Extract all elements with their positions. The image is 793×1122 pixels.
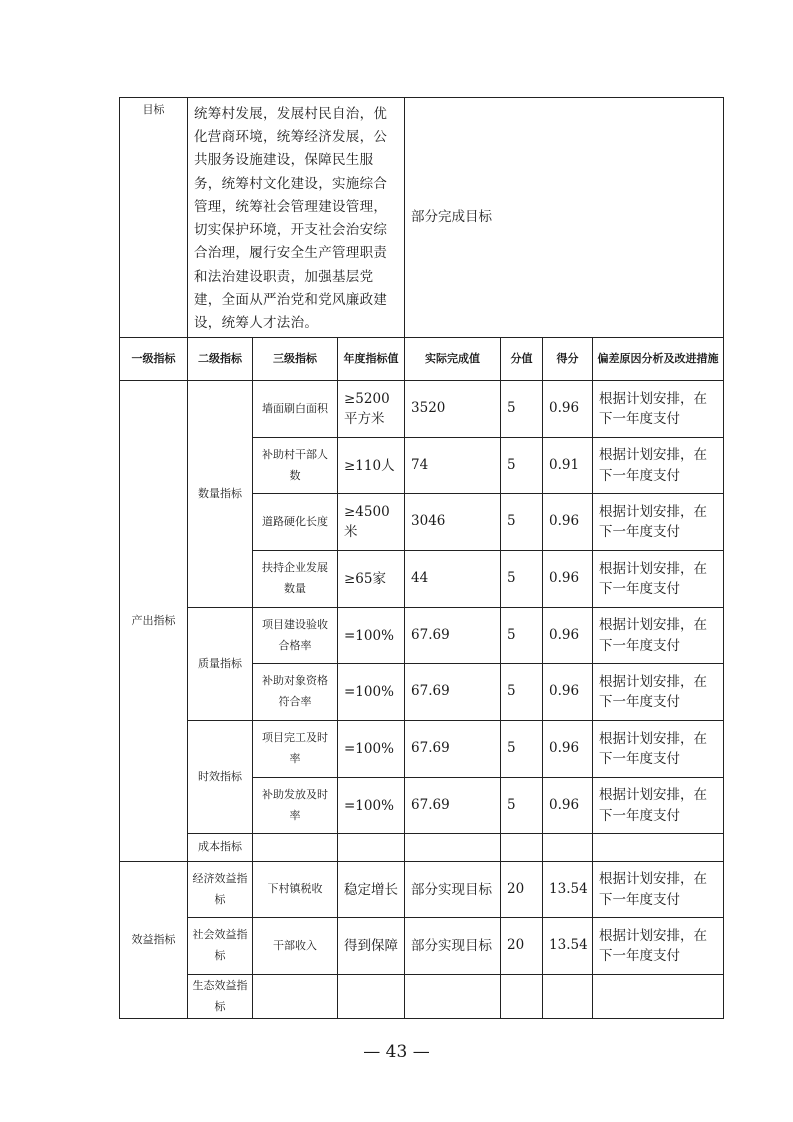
target-value: =100% [338,608,405,664]
weight-value: 5 [501,438,543,494]
weight-value: 5 [501,778,543,834]
group-timeliness: 时效指标 [188,721,253,834]
page-number: — 43 — [363,1042,430,1062]
empty-cell [405,834,501,862]
score-value: 0.96 [543,551,593,608]
score-value: 0.96 [543,608,593,664]
empty-cell [253,834,338,862]
analysis-text: 根据计划安排，在下一年度支付 [593,608,724,664]
weight-value: 5 [501,381,543,438]
indicator-name: 项目完工及时率 [253,721,338,778]
weight-value: 5 [501,494,543,551]
weight-value: 20 [501,862,543,918]
actual-value: 部分实现目标 [405,862,501,918]
weight-value: 5 [501,551,543,608]
table-row [120,918,724,975]
goal-label: 目标 [120,98,188,338]
score-value: 0.96 [543,494,593,551]
target-value: 得到保障 [338,918,405,975]
weight-value: 20 [501,918,543,975]
empty-cell [501,975,543,1019]
empty-cell [543,834,593,862]
header-target: 年度指标值 [338,338,405,381]
target-value: =100% [338,664,405,721]
analysis-text: 根据计划安排，在下一年度支付 [593,494,724,551]
group-cost: 成本指标 [188,834,253,862]
performance-table [119,97,724,1019]
indicator-name: 补助发放及时率 [253,778,338,834]
empty-cell [501,834,543,862]
goal-row [120,98,724,338]
target-value: ≥65家 [338,551,405,608]
indicator-name: 扶持企业发展数量 [253,551,338,608]
header-weight: 分值 [501,338,543,381]
actual-value: 67.69 [405,664,501,721]
weight-value: 5 [501,608,543,664]
empty-cell [253,975,338,1019]
empty-cell [543,975,593,1019]
actual-value: 3046 [405,494,501,551]
group-quality: 质量指标 [188,608,253,721]
empty-cell [593,834,724,862]
table-row [120,608,724,664]
indicator-name: 干部收入 [253,918,338,975]
header-analysis: 偏差原因分析及改进措施 [593,338,724,381]
actual-value: 部分实现目标 [405,918,501,975]
table-row [120,834,724,862]
header-row [120,338,724,381]
table-row [120,862,724,918]
target-value: ≥4500米 [338,494,405,551]
target-value: ≥110人 [338,438,405,494]
score-value: 0.91 [543,438,593,494]
table-row [120,975,724,1019]
group-output: 产出指标 [120,381,188,862]
actual-value: 67.69 [405,778,501,834]
target-value: 稳定增长 [338,862,405,918]
empty-cell [405,975,501,1019]
score-value: 0.96 [543,381,593,438]
analysis-text: 根据计划安排，在下一年度支付 [593,778,724,834]
target-value: ≥5200平方米 [338,381,405,438]
header-level2: 二级指标 [188,338,253,381]
group-quantity: 数量指标 [188,381,253,608]
header-score: 得分 [543,338,593,381]
actual-value: 67.69 [405,608,501,664]
indicator-name: 墙面刷白面积 [253,381,338,438]
indicator-name: 补助村干部人数 [253,438,338,494]
target-value: =100% [338,778,405,834]
weight-value: 5 [501,664,543,721]
group-benefit: 效益指标 [120,862,188,1019]
indicator-name: 项目建设验收合格率 [253,608,338,664]
goal-text: 统筹村发展，发展村民自治，优化营商环境，统筹经济发展，公共服务设施建设，保障民生服务，统筹村文化建设，实施综合管理，统筹社会管理建设管理，切实保护环境，开支社会治安综合治理，履行安全生产管理职责和法治建设职责，加强基层党建，全面从严治党和党风廉政建设，统筹人才法治。 [188,98,405,338]
analysis-text: 根据计划安排，在下一年度支付 [593,862,724,918]
analysis-text: 根据计划安排，在下一年度支付 [593,664,724,721]
actual-value: 3520 [405,381,501,438]
empty-cell [338,975,405,1019]
group-ecological: 生态效益指标 [188,975,253,1019]
empty-cell [338,834,405,862]
score-value: 0.96 [543,721,593,778]
score-value: 0.96 [543,778,593,834]
score-value: 13.54 [543,918,593,975]
analysis-text: 根据计划安排，在下一年度支付 [593,721,724,778]
group-economic: 经济效益指标 [188,862,253,918]
goal-status: 部分完成目标 [405,98,724,338]
indicator-name: 道路硬化长度 [253,494,338,551]
indicator-name: 补助对象资格符合率 [253,664,338,721]
header-level1: 一级指标 [120,338,188,381]
analysis-text: 根据计划安排，在下一年度支付 [593,381,724,438]
analysis-text: 根据计划安排，在下一年度支付 [593,918,724,975]
actual-value: 44 [405,551,501,608]
empty-cell [593,975,724,1019]
table-row [120,381,724,438]
score-value: 0.96 [543,664,593,721]
header-actual: 实际完成值 [405,338,501,381]
analysis-text: 根据计划安排，在下一年度支付 [593,551,724,608]
target-value: =100% [338,721,405,778]
indicator-name: 下村镇税收 [253,862,338,918]
actual-value: 67.69 [405,721,501,778]
group-social: 社会效益指标 [188,918,253,975]
analysis-text: 根据计划安排，在下一年度支付 [593,438,724,494]
header-level3: 三级指标 [253,338,338,381]
table-row [120,721,724,778]
actual-value: 74 [405,438,501,494]
score-value: 13.54 [543,862,593,918]
weight-value: 5 [501,721,543,778]
